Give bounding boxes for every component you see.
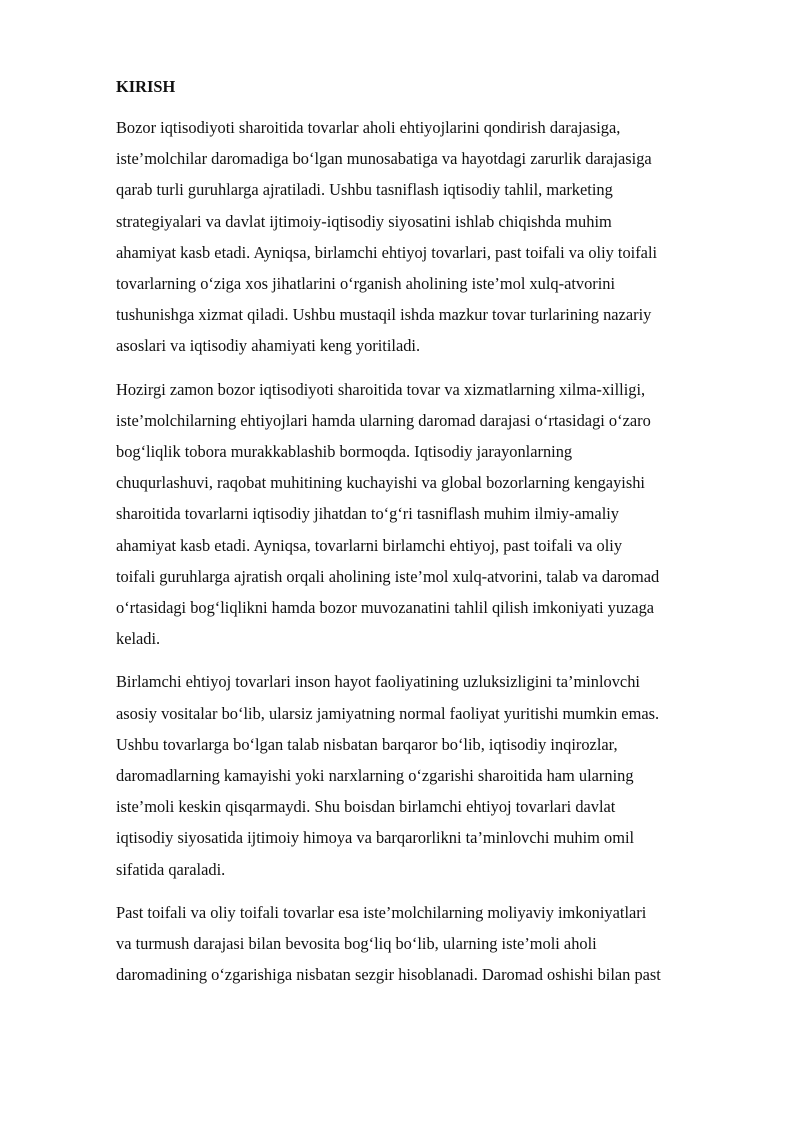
paragraph-line: strategiyalari va davlat ijtimoiy-iqtisodiy siyosatini ishlab chiqishda muhim bbox=[116, 211, 612, 231]
section-heading: KIRISH bbox=[116, 77, 176, 96]
paragraph-line: ahamiyat kasb etadi. Ayniqsa, birlamchi ehtiyoj tovarlari, past toifali va oliy toifali bbox=[116, 242, 658, 262]
paragraph-2 bbox=[116, 374, 744, 655]
paragraph-line: Ushbu tovarlarga bo‘lgan talab nisbatan barqaror bo‘lib, iqtisodiy inqirozlar, bbox=[116, 734, 618, 754]
paragraph-4 bbox=[116, 897, 744, 991]
paragraph-line: sifatida qaraladi. bbox=[116, 859, 226, 879]
paragraph-line: o‘rtasidagi bog‘liqlikni hamda bozor muvozanatini tahlil qilish imkoniyati yuzaga bbox=[116, 598, 655, 618]
paragraph-line: daromadlarning kamayishi yoki narxlarning o‘zgarishi sharoitida ham ularning bbox=[116, 766, 634, 786]
paragraph-line: tushunishga xizmat qiladi. Ushbu mustaqil ishda mazkur tovar turlarining nazariy bbox=[116, 305, 652, 325]
paragraph-line: sharoitida tovarlarni iqtisodiy jihatdan to‘g‘ri tasniflash muhim ilmiy-amaliy bbox=[116, 504, 620, 524]
paragraph-line: iste’moli keskin qisqarmaydi. Shu boisdan birlamchi ehtiyoj tovarlari davlat bbox=[116, 797, 616, 817]
paragraph-1 bbox=[116, 112, 744, 362]
paragraph-line: asoslari va iqtisodiy ahamiyati keng yoritiladi. bbox=[116, 336, 421, 356]
paragraph-line: Birlamchi ehtiyoj tovarlari inson hayot faoliyatining uzluksizligini ta’minlovchi bbox=[116, 672, 640, 692]
paragraph-line: iqtisodiy siyosatida ijtimoiy himoya va barqarorlikni ta’minlovchi muhim omil bbox=[116, 828, 635, 848]
paragraph-line: Bozor iqtisodiyoti sharoitida tovarlar aholi ehtiyojlarini qondirish darajasiga, bbox=[116, 118, 621, 137]
paragraph-line: va turmush darajasi bilan bevosita bog‘liq bo‘lib, ularning iste’moli aholi bbox=[116, 934, 597, 954]
paragraph-line: toifali guruhlarga ajratish orqali aholining iste’mol xulq-atvorini, talab va daromad bbox=[116, 566, 660, 586]
paragraph-line: iste’molchilarning ehtiyojlari hamda ularning daromad darajasi o‘rtasidagi o‘zaro bbox=[116, 410, 651, 430]
document-body bbox=[116, 74, 744, 1002]
paragraph-line: chuqurlashuvi, raqobat muhitining kuchayishi va global bozorlarning kengayishi bbox=[116, 473, 645, 493]
paragraph-line: qarab turli guruhlarga ajratiladi. Ushbu tasniflash iqtisodiy tahlil, marketing bbox=[116, 180, 613, 200]
paragraph-line: keladi. bbox=[116, 629, 161, 649]
paragraph-line: daromadining o‘zgarishiga nisbatan sezgir hisoblanadi. Daromad oshishi bilan past bbox=[116, 965, 661, 985]
paragraph-line: iste’molchilar daromadiga bo‘lgan munosabatiga va hayotdagi zarurlik darajasiga bbox=[116, 149, 652, 169]
paragraph-line: Past toifali va oliy toifali tovarlar esa iste’molchilarning moliyaviy imkoniyatlari bbox=[116, 902, 647, 922]
paragraph-line: bog‘liqlik tobora murakkablashib bormoqda. Iqtisodiy jarayonlarning bbox=[116, 442, 573, 462]
paragraph-line: ahamiyat kasb etadi. Ayniqsa, tovarlarni birlamchi ehtiyoj, past toifali va oliy bbox=[116, 535, 623, 555]
paragraph-line: tovarlarning o‘ziga xos jihatlarini o‘rganish aholining iste’mol xulq-atvorini bbox=[116, 274, 616, 294]
paragraph-3 bbox=[116, 666, 744, 884]
paragraph-line: Hozirgi zamon bozor iqtisodiyoti sharoitida tovar va xizmatlarning xilma-xilligi, bbox=[116, 379, 646, 399]
paragraph-line: asosiy vositalar bo‘lib, ularsiz jamiyatning normal faoliyat yuritishi mumkin emas. bbox=[116, 703, 660, 723]
